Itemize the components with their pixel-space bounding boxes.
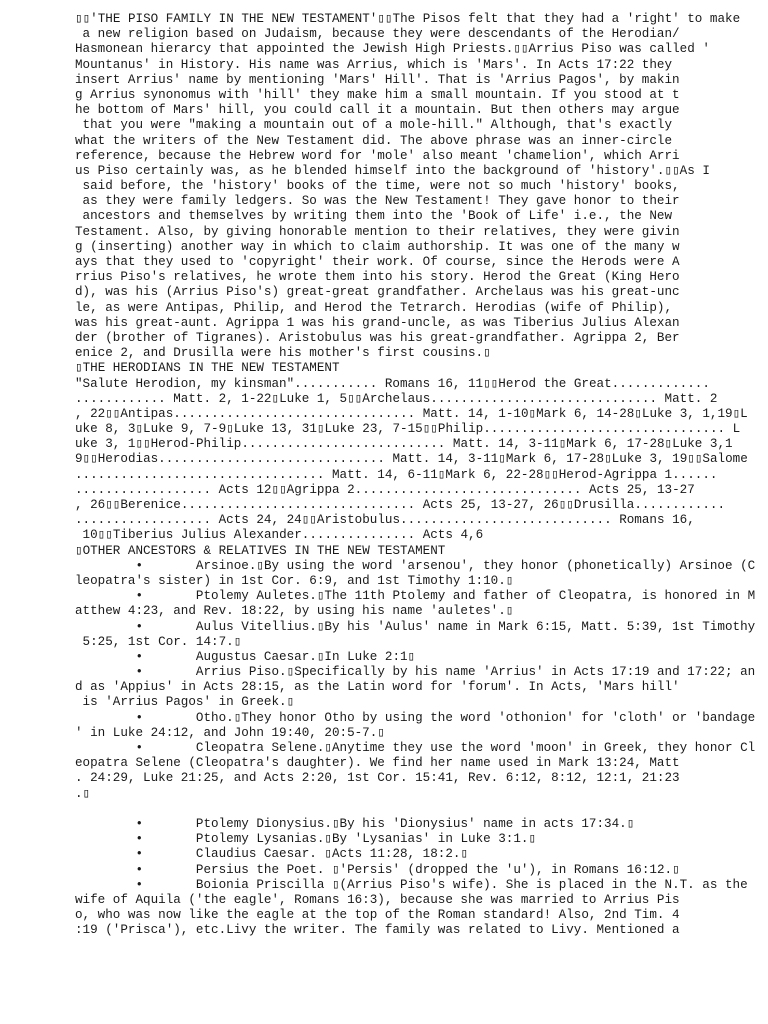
text-line: us Piso certainly was, as he blended himself into the background of 'history'.▯▯As I (75, 163, 710, 178)
text-line: ▯THE HERODIANS IN THE NEW TESTAMENT (75, 361, 340, 376)
text-line: what the writers of the New Testament did. The above phrase was an inner-circle (75, 133, 673, 148)
text-line: ays that they used to 'copyright' their work. Of course, since the Herods were A (75, 255, 680, 269)
text-line: d as 'Appius' in Acts 28:15, as the Latin word for 'forum'. In Acts, 'Mars hill' (75, 680, 680, 695)
text-line: d), was his (Arrius Piso's) great-great grandfather. Archelaus was his great-unc (75, 285, 680, 300)
text-line: ▯OTHER ANCESTORS & RELATIVES IN THE NEW TESTAMENT (75, 543, 446, 558)
text-line: o, who was now like the eagle at the top of the Roman standard! Also, 2nd Tim. 4 (75, 908, 680, 923)
text-line: .▯ (75, 786, 91, 801)
text-line: is 'Arrius Pagos' in Greek.▯ (75, 695, 295, 710)
text-line: • Aulus Vitellius.▯By his 'Aulus' name in Mark 6:15, Matt. 5:39, 1st Timothy (75, 619, 756, 634)
text-line: eopatra Selene (Cleopatra's daughter). We find her name used in Mark 13:24, Matt (75, 756, 680, 771)
text-line: le, as were Antipas, Philip, and Herod the Tetrarch. Herodias (wife of Philip), (75, 300, 673, 315)
text-line: a new religion based on Judaism, because they were descendants of the Herodian/ (75, 27, 680, 42)
text-line: • Augustus Caesar.▯In Luke 2:1▯ (75, 649, 416, 664)
text-line: "Salute Herodion, my kinsman"........... Romans 16, 11▯▯Herod the Great............. (75, 376, 710, 391)
text-line: rrius Piso's relatives, he wrote them into his story. Herod the Great (King Hero (75, 270, 680, 285)
text-line: • Boionia Priscilla ▯(Arrius Piso's wife). She is placed in the N.T. as the (75, 877, 748, 892)
text-line: reference, because the Hebrew word for 'mole' also meant 'chamelion', which Arri (75, 148, 680, 163)
text-line: uke 3, 1▯▯Herod-Philip........................... Matt. 14, 3-11▯Mark 6, 17-28▯Luke 3,1 (75, 437, 733, 452)
text-line: • Claudius Caesar. ▯Acts 11:28, 18:2.▯ (75, 847, 469, 862)
text-line: .................. Acts 12▯▯Agrippa 2.............................. Acts 25, 13-27 (75, 482, 695, 497)
text-line: g (inserting) another way in which to claim authorship. It was one of the many w (75, 239, 680, 254)
text-line: • Otho.▯They honor Otho by using the word 'othonion' for 'cloth' or 'bandage (75, 710, 756, 725)
text-line: . 24:29, Luke 21:25, and Acts 2:20, 1st Cor. 15:41, Rev. 6:12, 8:12, 12:1, 21:23 (75, 771, 680, 786)
text-line: .................. Acts 24, 24▯▯Aristobulus............................ Romans 16, (75, 513, 695, 528)
text-line: Testament. Also, by giving honorable mention to their relatives, they were givin (75, 224, 680, 239)
text-line: g Arrius synonomus with 'hill' they make him a small mountain. If you stood at t (75, 87, 680, 102)
text-line (75, 802, 755, 817)
text-line: , 26▯▯Berenice............................... Acts 25, 13-27, 26▯▯Drusilla............ (75, 498, 726, 512)
text-line: 5:25, 1st Cor. 14:7.▯ (75, 634, 242, 649)
text-line: • Ptolemy Auletes.▯The 11th Ptolemy and father of Cleopatra, is honored in M (75, 589, 756, 604)
text-line: • Cleopatra Selene.▯Anytime they use the word 'moon' in Greek, they honor Cl (75, 741, 756, 755)
text-line: enice 2, and Drusilla were his mother's first cousins.▯ (75, 346, 491, 361)
text-line: • Arsinoe.▯By using the word 'arsenou', they honor (phonetically) Arsinoe (C (75, 558, 756, 573)
document-page (75, 12, 755, 938)
text-line: was his great-aunt. Agrippa 1 was his grand-uncle, as was Tiberius Julius Alexan (75, 315, 680, 330)
text-line: insert Arrius' name by mentioning 'Mars' Hill'. That is 'Arrius Pagos', by makin (75, 72, 680, 87)
text-line: ▯▯'THE PISO FAMILY IN THE NEW TESTAMENT'▯▯The Pisos felt that they had a 'right' to make (75, 12, 741, 26)
text-line: ancestors and themselves by writing them into the 'Book of Life' i.e., the New (75, 209, 673, 224)
text-line: atthew 4:23, and Rev. 18:22, by using his name 'auletes'.▯ (75, 604, 514, 619)
text-line: ' in Luke 24:12, and John 19:40, 20:5-7.▯ (75, 725, 385, 740)
text-line: :19 ('Prisca'), etc.Livy the writer. The family was related to Livy. Mentioned a (75, 923, 680, 938)
text-line: • Ptolemy Dionysius.▯By his 'Dionysius' name in acts 17:34.▯ (75, 816, 635, 831)
text-line: said before, the 'history' books of the time, were not so much 'history' books, (75, 179, 680, 194)
text-line: der (brother of Tigranes). Aristobulus was his great-grandfather. Agrippa 2, Ber (75, 330, 680, 345)
text-line: that you were "making a mountain out of a mole-hill." Although, that's exactly (75, 118, 673, 133)
text-line: • Ptolemy Lysanias.▯By 'Lysanias' in Luke 3:1.▯ (75, 832, 537, 847)
text-line: • Arrius Piso.▯Specifically by his name 'Arrius' in Acts 17:19 and 17:22; an (75, 665, 756, 680)
text-line: as they were family ledgers. So was the New Testament! They gave honor to their (75, 194, 680, 209)
text-line: leopatra's sister) in 1st Cor. 6:9, and 1st Timothy 1:10.▯ (75, 573, 514, 588)
text-line: wife of Aquila ('the eagle', Romans 16:3), because she was married to Arrius Pis (75, 892, 680, 907)
text-line: Mountanus' in History. His name was Arrius, which is 'Mars'. In Acts 17:22 they (75, 57, 673, 72)
text-line: ................................. Matt. 14, 6-11▯Mark 6, 22-28▯▯Herod-Agrippa 1...... (75, 467, 718, 482)
text-line: 10▯▯Tiberius Julius Alexander............... Acts 4,6 (75, 528, 484, 543)
text-line: • Persius the Poet. ▯'Persis' (dropped the 'u'), in Romans 16:12.▯ (75, 862, 680, 877)
text-line: he bottom of Mars' hill, you could call it a mountain. But then others may argue (75, 103, 680, 118)
text-line: , 22▯▯Antipas................................ Matt. 14, 1-10▯Mark 6, 14-28▯Luke 3, 1,19▯L (75, 406, 748, 421)
text-line: Hasmonean hierarcy that appointed the Jewish High Priests.▯▯Arrius Piso was called ' (75, 42, 710, 57)
text-line: ............ Matt. 2, 1-22▯Luke 1, 5▯▯Archelaus.............................. Matt. 2 (75, 391, 718, 406)
text-line: 9▯▯Herodias.............................. Matt. 14, 3-11▯Mark 6, 17-28▯Luke 3, 19▯▯Salome (75, 452, 748, 467)
text-line: uke 8, 3▯Luke 9, 7-9▯Luke 13, 31▯Luke 23, 7-15▯▯Philip................................ L (75, 422, 741, 437)
